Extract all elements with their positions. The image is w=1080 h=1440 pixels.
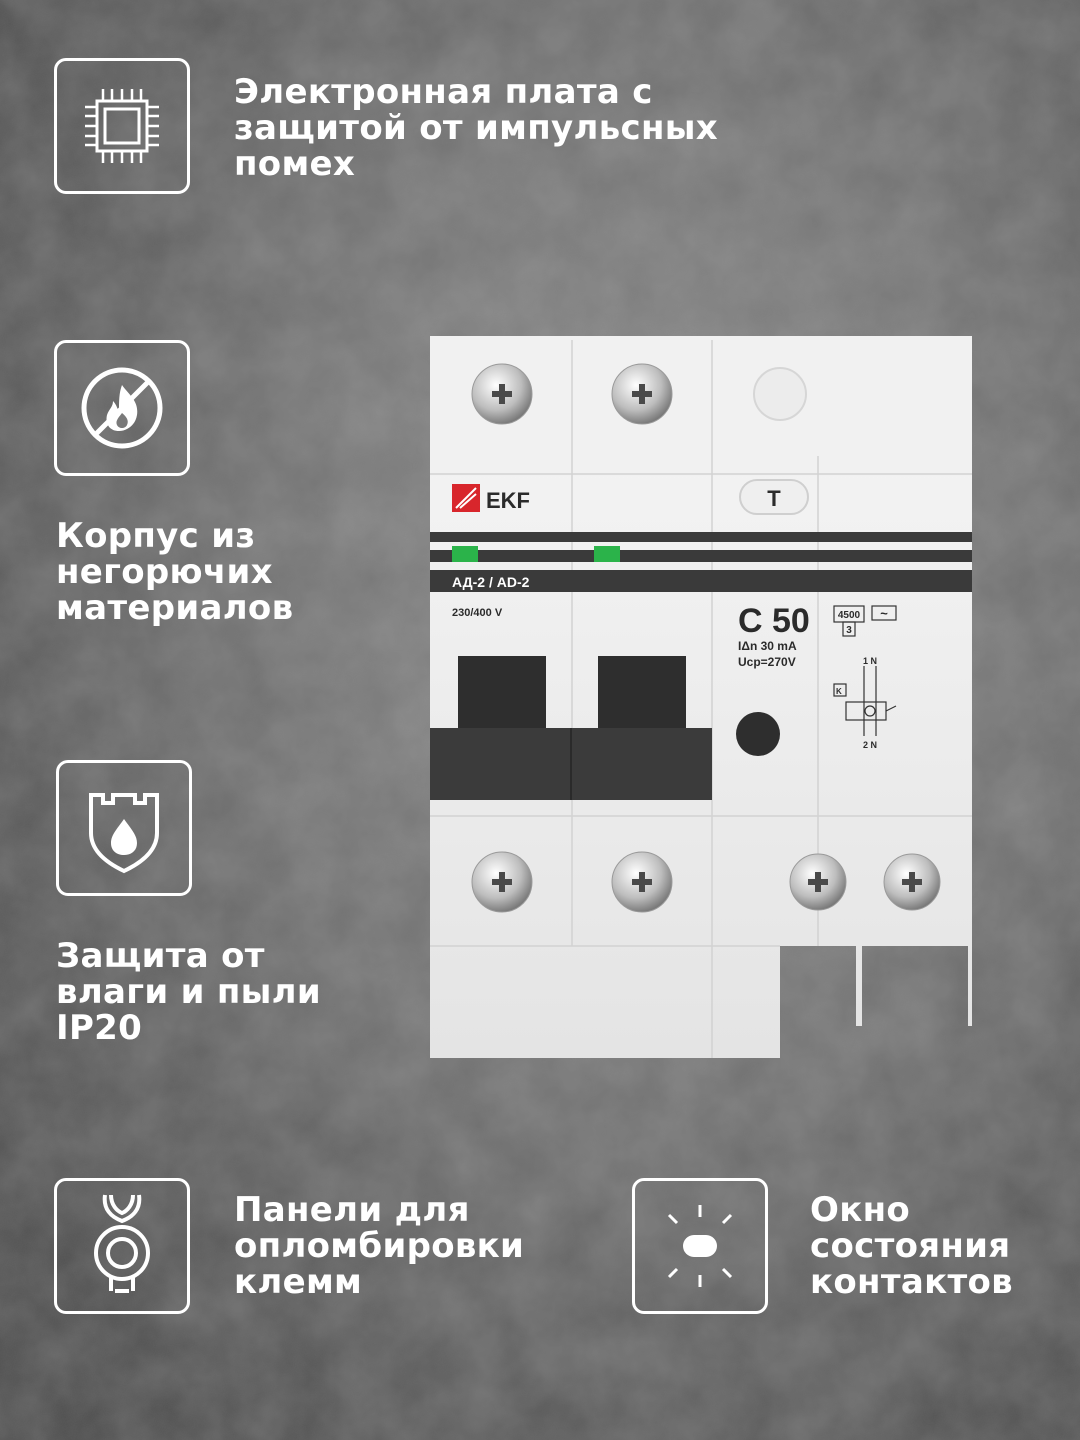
feature-protection-text: Защита от влаги и пыли IP20: [56, 936, 322, 1048]
feature-housing-text: Корпус из негорючих материалов: [56, 516, 294, 628]
microchip-icon-box: [54, 58, 190, 194]
ucp-label: Ucp=270V: [738, 655, 796, 669]
leakage-label: IΔn 30 mA: [738, 639, 797, 653]
shield-drop-icon-box: [56, 760, 192, 896]
indicator-green-1: [452, 546, 478, 562]
seal-icon-box: [54, 1178, 190, 1314]
status-window: [754, 368, 806, 420]
brand-label: EKF: [486, 488, 530, 513]
voltage-label: 230/400 V: [452, 607, 503, 619]
diagram-top-label: 1 N: [862, 656, 878, 666]
indicator-light-icon: [645, 1191, 755, 1301]
rating-label: C 50: [738, 602, 810, 640]
indicator-light-icon-box: [632, 1178, 768, 1314]
shield-drop-icon: [69, 773, 179, 883]
diagram-k-label: K: [836, 687, 842, 696]
capacity-label: 4500: [837, 610, 861, 621]
test-button-label: T: [767, 486, 781, 511]
indicator-green-2: [594, 546, 620, 562]
rcbo-device: [430, 336, 978, 1058]
feature-board-text: Электронная плата с защитой от импульсных помех: [234, 72, 719, 184]
class-label: 3: [846, 625, 852, 636]
reset-knob: [736, 712, 780, 756]
ekf-logo: [452, 484, 530, 513]
seal-icon: [67, 1191, 177, 1301]
current-type-label: ~: [880, 606, 888, 621]
feature-window-text: Окно состояния контактов: [810, 1190, 1013, 1302]
feature-sealing-text: Панели для опломбировки клемм: [234, 1190, 525, 1302]
diagram-bottom-label: 2 N: [862, 740, 878, 750]
no-fire-icon: [67, 353, 177, 463]
no-fire-icon-box: [54, 340, 190, 476]
model-label: АД-2 / AD-2: [452, 574, 530, 590]
microchip-icon: [67, 71, 177, 181]
rcbo-device-drawing: [430, 336, 978, 1058]
